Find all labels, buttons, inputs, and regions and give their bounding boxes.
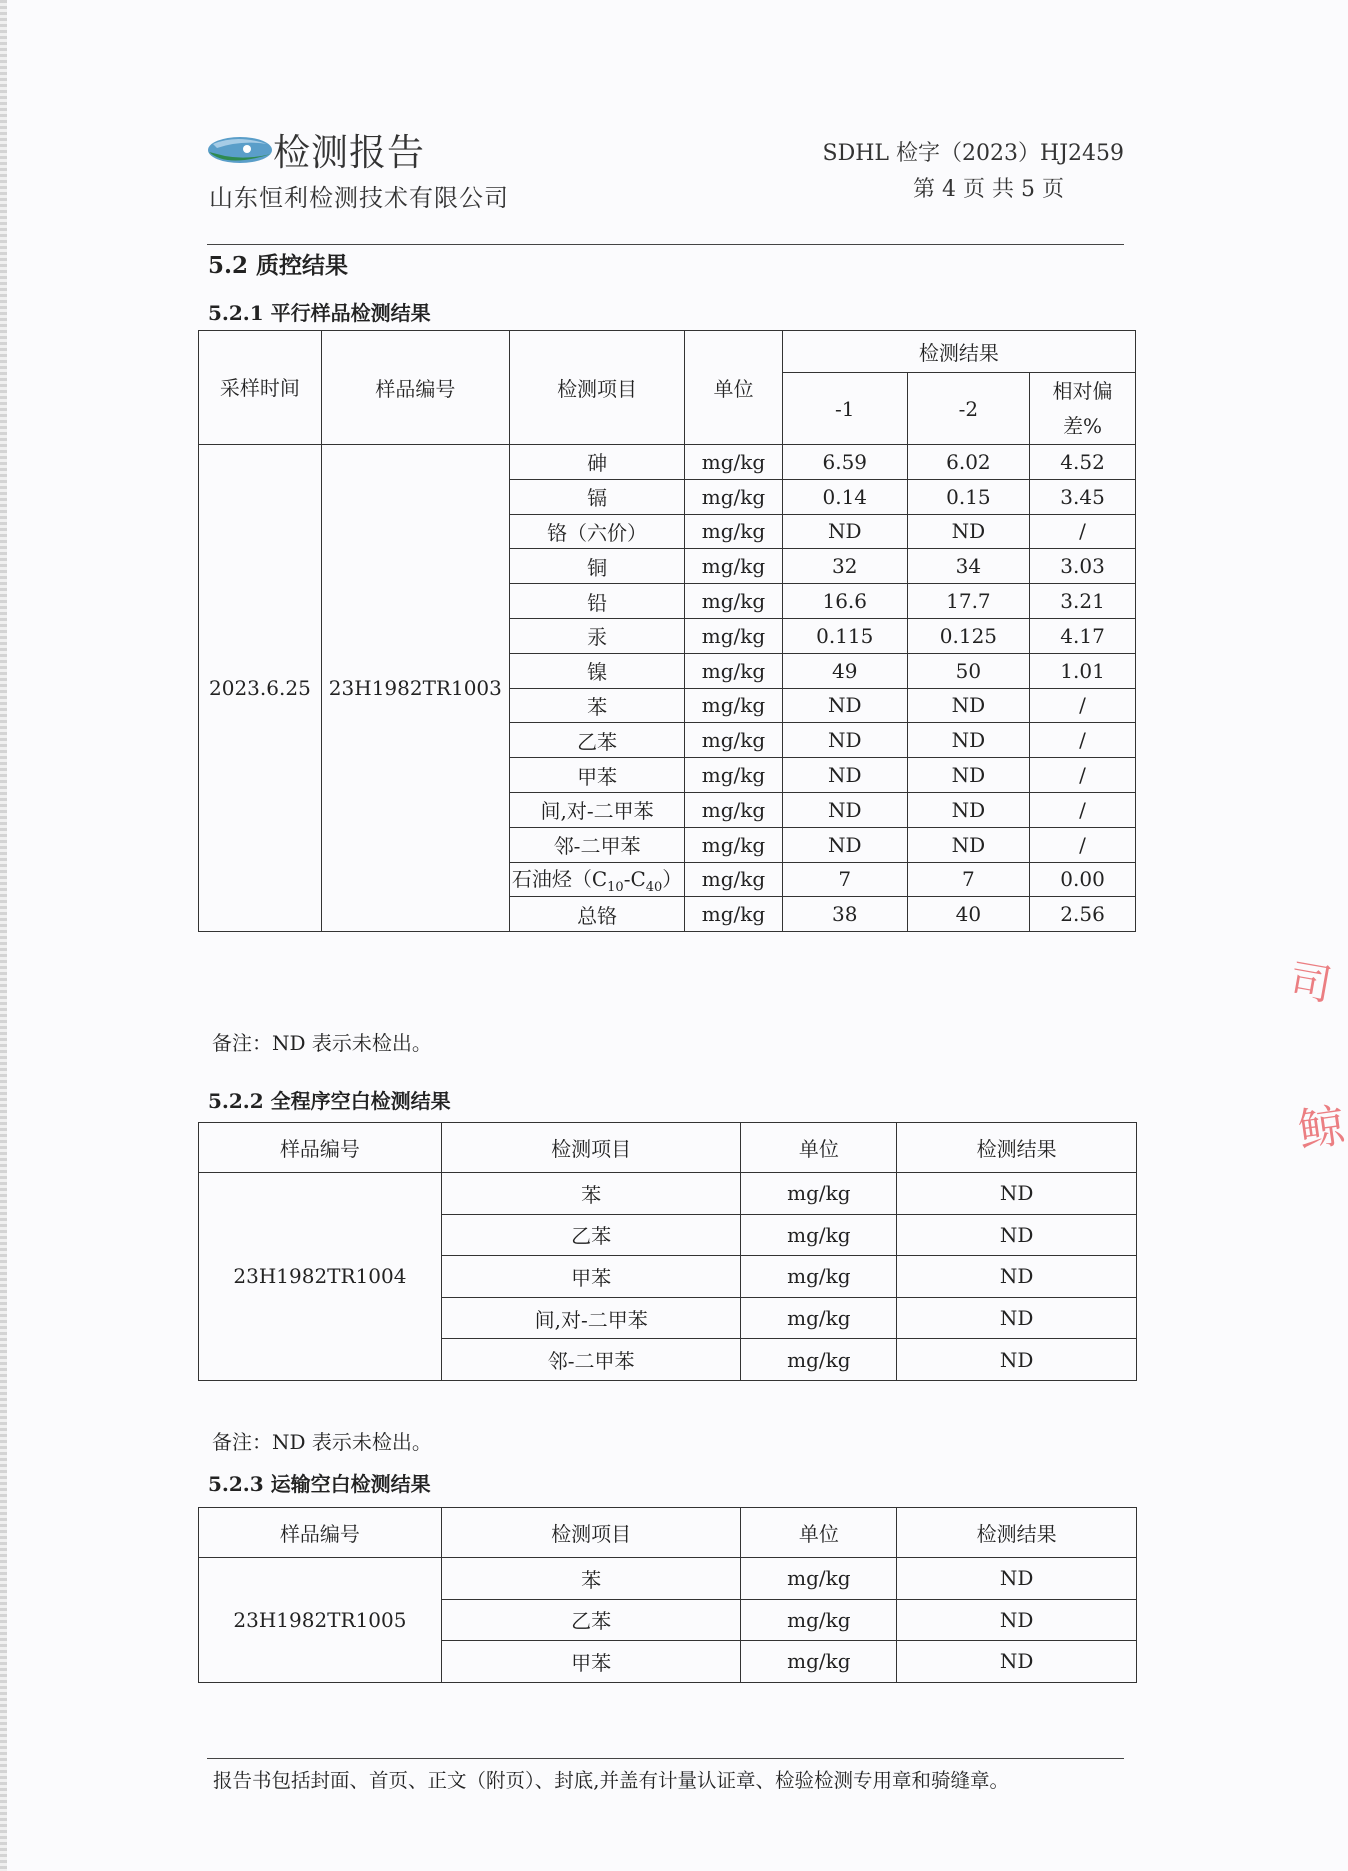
col-header-unit: 单位 (741, 1508, 897, 1558)
item-cell: 间,对-二甲苯 (441, 1297, 741, 1339)
item-cell: 甲苯 (509, 758, 684, 793)
item-cell: 乙苯 (441, 1599, 741, 1641)
result-cell: ND (897, 1173, 1137, 1215)
result-1-cell: ND (782, 792, 907, 827)
table-header-row (199, 1123, 1137, 1173)
result-2-cell: ND (907, 792, 1029, 827)
result-cell: ND (897, 1297, 1137, 1339)
col-header-unit: 单位 (741, 1123, 897, 1173)
result-1-cell: ND (782, 723, 907, 758)
rel-dev-cell: 0.00 (1030, 862, 1136, 897)
table-row (199, 1558, 1137, 1600)
item-cell: 邻-二甲苯 (441, 1339, 741, 1381)
item-cell: 石油烃$(C_{10}-C_{40})$ (509, 862, 684, 897)
transport-blank-title: 5.2.3 运输空白检测结果 (208, 1472, 431, 1496)
unit-cell: mg/kg (741, 1641, 897, 1683)
result-2-cell: ND (907, 723, 1029, 758)
unit-cell: mg/kg (741, 1339, 897, 1381)
unit-cell: mg/kg (741, 1558, 897, 1600)
unit-cell: mg/kg (685, 897, 783, 932)
item-cell: 乙苯 (509, 723, 684, 758)
result-1-cell: ND (782, 827, 907, 862)
result-1-cell: ND (782, 688, 907, 723)
col-header-unit: 单位 (685, 331, 783, 445)
col-header-r1: -1 (782, 373, 907, 445)
rel-dev-cell: / (1030, 758, 1136, 793)
result-1-cell: 0.115 (782, 618, 907, 653)
result-2-cell: ND (907, 688, 1029, 723)
result-2-cell: 40 (907, 897, 1029, 932)
unit-cell: mg/kg (741, 1297, 897, 1339)
item-cell: 苯 (441, 1558, 741, 1600)
result-2-cell: 17.7 (907, 584, 1029, 619)
col-header-sample: 样品编号 (199, 1123, 442, 1173)
parallel-sample-table (198, 330, 1136, 932)
result-1-cell: 38 (782, 897, 907, 932)
result-cell: ND (897, 1599, 1137, 1641)
result-1-cell: 49 (782, 653, 907, 688)
col-header-result: 检测结果 (782, 331, 1135, 373)
company-name: 山东恒利检测技术有限公司 (209, 184, 509, 212)
report-header (207, 122, 1124, 245)
unit-cell: mg/kg (685, 514, 783, 549)
parallel-title: 5.2.1 平行样品检测结果 (208, 301, 431, 325)
document-number: SDHL 检字（2023）HJ2459 (822, 141, 1124, 166)
transport-blank-table (198, 1507, 1137, 1683)
company-logo-icon (207, 130, 273, 174)
item-cell: 铬（六价） (509, 514, 684, 549)
unit-cell: mg/kg (685, 653, 783, 688)
rel-dev-cell: 4.17 (1030, 618, 1136, 653)
report-title: 检测报告 (273, 131, 425, 174)
result-1-cell: 16.6 (782, 584, 907, 619)
footer-text: 报告书包括封面、首页、正文（附页）、封底,并盖有计量认证章、检验检测专用章和骑缝章。 (213, 1769, 1009, 1792)
rel-dev-cell: / (1030, 827, 1136, 862)
unit-cell: mg/kg (741, 1599, 897, 1641)
col-header-rel-dev: 相对偏差% (1030, 373, 1136, 445)
item-cell: 总铬 (509, 897, 684, 932)
unit-cell: mg/kg (685, 723, 783, 758)
page-edge-scan-marks (0, 0, 7, 1871)
page-number: 第 4 页 共 5 页 (913, 177, 1064, 202)
col-header-time: 采样时间 (199, 331, 322, 445)
item-cell: 铜 (509, 549, 684, 584)
full-blank-note: 备注：ND 表示未检出。 (212, 1430, 432, 1454)
table-header-row (199, 1508, 1137, 1558)
sample-id-cell: 23H1982TR1003 (321, 445, 509, 932)
item-cell: 邻-二甲苯 (509, 827, 684, 862)
item-cell: 苯 (441, 1173, 741, 1215)
sample-id-cell: 23H1982TR1004 (199, 1173, 442, 1381)
result-2-cell: 0.125 (907, 618, 1029, 653)
col-header-r2: -2 (907, 373, 1029, 445)
result-1-cell: 0.14 (782, 479, 907, 514)
col-header-item: 检测项目 (441, 1123, 741, 1173)
rel-dev-cell: 3.03 (1030, 549, 1136, 584)
result-2-cell: ND (907, 514, 1029, 549)
col-header-result: 检测结果 (897, 1123, 1137, 1173)
rel-dev-cell: 4.52 (1030, 445, 1136, 480)
unit-cell: mg/kg (741, 1173, 897, 1215)
result-2-cell: 0.15 (907, 479, 1029, 514)
item-cell: 镉 (509, 479, 684, 514)
result-2-cell: ND (907, 827, 1029, 862)
item-cell: 苯 (509, 688, 684, 723)
rel-dev-cell: 1.01 (1030, 653, 1136, 688)
result-1-cell: ND (782, 514, 907, 549)
rel-dev-cell: / (1030, 514, 1136, 549)
item-cell: 铅 (509, 584, 684, 619)
rel-dev-cell: / (1030, 688, 1136, 723)
rel-dev-cell: 3.21 (1030, 584, 1136, 619)
result-cell: ND (897, 1641, 1137, 1683)
result-2-cell: 7 (907, 862, 1029, 897)
col-header-sample: 样品编号 (321, 331, 509, 445)
table-header-row (199, 331, 1136, 373)
col-header-result: 检测结果 (897, 1508, 1137, 1558)
result-1-cell: 32 (782, 549, 907, 584)
red-seal-stamp-fragment: 司 (1285, 954, 1336, 1011)
result-cell: ND (897, 1558, 1137, 1600)
section-title: 5.2 质控结果 (208, 252, 349, 279)
item-cell: 乙苯 (441, 1214, 741, 1256)
unit-cell: mg/kg (685, 792, 783, 827)
footer-divider (207, 1758, 1124, 1759)
col-header-sample: 样品编号 (199, 1508, 442, 1558)
item-cell: 间,对-二甲苯 (509, 792, 684, 827)
rel-dev-cell: / (1030, 792, 1136, 827)
sample-date-cell: 2023.6.25 (199, 445, 322, 932)
unit-cell: mg/kg (685, 584, 783, 619)
result-1-cell: 7 (782, 862, 907, 897)
unit-cell: mg/kg (685, 827, 783, 862)
result-cell: ND (897, 1256, 1137, 1298)
unit-cell: mg/kg (741, 1256, 897, 1298)
result-2-cell: 34 (907, 549, 1029, 584)
item-cell: 镍 (509, 653, 684, 688)
col-header-item: 检测项目 (441, 1508, 741, 1558)
result-cell: ND (897, 1339, 1137, 1381)
result-1-cell: ND (782, 758, 907, 793)
item-cell: 砷 (509, 445, 684, 480)
unit-cell: mg/kg (685, 618, 783, 653)
col-header-item: 检测项目 (509, 331, 684, 445)
unit-cell: mg/kg (685, 549, 783, 584)
rel-dev-cell: / (1030, 723, 1136, 758)
item-cell: 汞 (509, 618, 684, 653)
full-blank-table (198, 1122, 1137, 1381)
item-cell: 甲苯 (441, 1256, 741, 1298)
unit-cell: mg/kg (685, 758, 783, 793)
result-2-cell: ND (907, 758, 1029, 793)
table-row (199, 1173, 1137, 1215)
unit-cell: mg/kg (685, 862, 783, 897)
unit-cell: mg/kg (741, 1214, 897, 1256)
sample-id-cell: 23H1982TR1005 (199, 1558, 442, 1683)
full-blank-title: 5.2.2 全程序空白检测结果 (208, 1089, 451, 1113)
item-cell: 甲苯 (441, 1641, 741, 1683)
red-seal-stamp-fragment: 鲸 (1294, 1098, 1348, 1158)
result-cell: ND (897, 1214, 1137, 1256)
rel-dev-cell: 3.45 (1030, 479, 1136, 514)
unit-cell: mg/kg (685, 688, 783, 723)
table-row (199, 445, 1136, 480)
rel-dev-cell: 2.56 (1030, 897, 1136, 932)
parallel-note: 备注：ND 表示未检出。 (212, 1031, 432, 1055)
result-1-cell: 6.59 (782, 445, 907, 480)
result-2-cell: 6.02 (907, 445, 1029, 480)
result-2-cell: 50 (907, 653, 1029, 688)
unit-cell: mg/kg (685, 479, 783, 514)
unit-cell: mg/kg (685, 445, 783, 480)
